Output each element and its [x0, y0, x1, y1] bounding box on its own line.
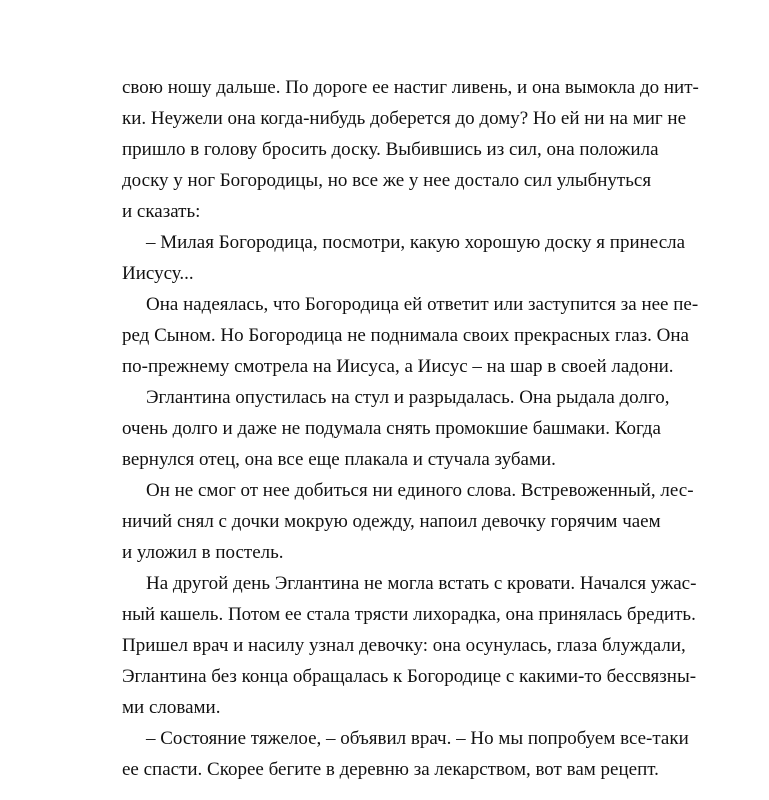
text-line: ки. Неужели она когда-нибудь доберется до дому? Но ей ни на миг не: [122, 108, 687, 129]
paragraph: [122, 289, 699, 382]
text-line: ми словами.: [122, 697, 221, 718]
text-line: ред Сыном. Но Богородица не поднимала своих прекрасных глаз. Она: [122, 325, 689, 346]
text-line: пришло в голову бросить доску. Выбившись из сил, она положила: [122, 139, 659, 160]
text-line: ный кашель. Потом ее стала трясти лихорадка, она принялась бредить.: [122, 604, 696, 625]
text-line: по-прежнему смотрела на Иисуса, а Иисус – на шар в своей ладони.: [122, 356, 674, 377]
text-line: ее спасти. Скорее бегите в деревню за лекарством, вот вам рецепт.: [122, 759, 659, 780]
text-line: доску у ног Богородицы, но все же у нее достало сил улыбнуться: [122, 170, 652, 191]
text-line: На другой день Эглантина не могла встать с кровати. Начался ужас-: [146, 573, 697, 594]
text-line: ничий снял с дочки мокрую одежду, напоил девочку горячим чаем: [122, 511, 661, 532]
text-line: свою ношу дальше. По дороге ее настиг ливень, и она вымокла до нит-: [122, 77, 699, 98]
text-line: – Состояние тяжелое, – объявил врач. – Но мы попробуем все-таки: [146, 728, 689, 749]
paragraph: [122, 382, 670, 475]
text-line: Иисусу...: [122, 263, 194, 284]
text-line: Он не смог от нее добиться ни единого слова. Встревоженный, лес-: [146, 480, 694, 501]
text-line: – Милая Богородица, посмотри, какую хорошую доску я принесла: [146, 232, 686, 253]
text-line: Эглантина без конца обращалась к Богородице с какими-то бессвязны-: [122, 666, 697, 687]
paragraph: [122, 227, 686, 289]
book-page-text: [122, 72, 699, 785]
paragraph: [122, 723, 689, 785]
text-line: Эглантина опустилась на стул и разрыдалась. Она рыдала долго,: [146, 387, 670, 408]
paragraph: [122, 475, 694, 568]
text-line: Она надеялась, что Богородица ей ответит или заступится за нее пе-: [146, 294, 699, 315]
paragraph: [122, 568, 697, 723]
text-line: вернулся отец, она все еще плакала и стучала зубами.: [122, 449, 556, 470]
text-line: очень долго и даже не подумала снять промокшие башмаки. Когда: [122, 418, 661, 439]
paragraph: [122, 72, 699, 227]
text-line: и сказать:: [122, 201, 201, 222]
text-line: Пришел врач и насилу узнал девочку: она осунулась, глаза блуждали,: [122, 635, 686, 656]
text-line: и уложил в постель.: [122, 542, 284, 563]
